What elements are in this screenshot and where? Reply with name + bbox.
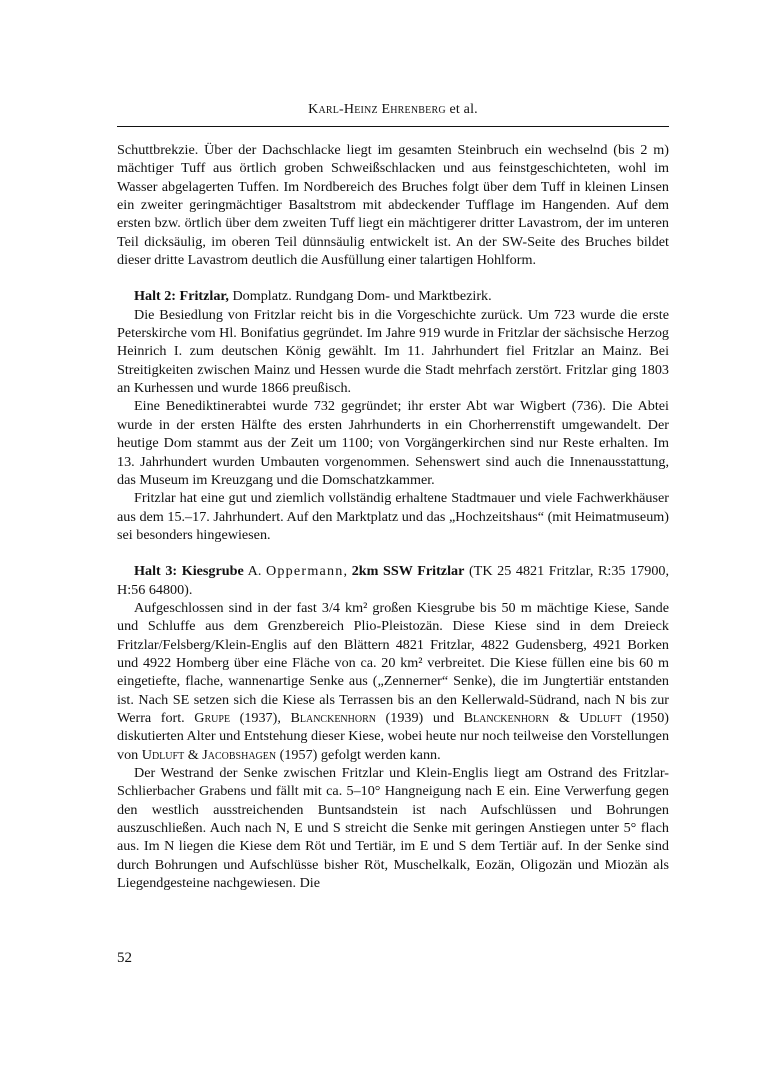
ref-blanckenhorn-2: Blanckenhorn bbox=[463, 709, 550, 726]
halt2-paragraph-3: Fritzlar hat eine gut und ziemlich vollständig erhaltene Stadtmauer und viele Fachwerkhäuser aus dem 15.–17. Jahrhundert. Auf den Marktplatz und das „Hochzeitshaus“ (mit Heimatmuseum) sei besonders hingewiesen. bbox=[117, 490, 669, 543]
halt2-paragraph-2: Eine Benediktinerabtei wurde 732 gegründet; ihr erster Abt war Wigbert (736). Die Abtei wurde in der ersten Hälfte des ersten Jahrhunderts in ein Chorherrenstift umgewandelt. Der heutige Dom stammt aus der Zeit um 1100; von Vorgängerkirchen sind nur Reste erhalten. Im 13. Jahrhundert wurden Umbauten vorgenommen. Sehenswert sind auch die Innenausstattung, das Museum im Kreuzgang und die Domschatzkammer. bbox=[117, 398, 669, 488]
ref-blanckenhorn-year: (1939) und bbox=[375, 709, 464, 726]
halt3-owner-prefix: A. bbox=[243, 563, 266, 580]
halt3-owner-name: Oppermann bbox=[265, 563, 344, 580]
ref-blanckenhorn: Blanckenhorn bbox=[290, 709, 376, 726]
halt3-map-reference: (TK 25 4821 Fritzlar, R:35 17900, H:56 64800). bbox=[117, 563, 669, 598]
ref-grupe: Grupe bbox=[194, 709, 231, 726]
ref-and: & bbox=[549, 709, 580, 726]
halt3-paragraph-1 bbox=[117, 599, 669, 764]
ref-final: (1957) gefolgt werden kann. bbox=[276, 746, 441, 763]
page-number: 52 bbox=[117, 950, 132, 966]
ref-and-2: & bbox=[184, 746, 203, 763]
ref-udluft: Udluft bbox=[579, 709, 622, 726]
halt3-paragraph-1-text: Aufgeschlossen sind in der fast 3/4 km² großen Kiesgrube bis 50 m mächtige Kiese, Sande und Schluffe aus dem Grenzbereich Plio-Pleistozän. Diese Kiese sind in dem Dreieck Fritzlar/Felsberg/Klein-Englis auf den Blättern 4821 Fritzlar, 4822 Gudensberg, 4921 Borken und 4922 Homberg über eine Fläche von ca. 20 km² verbreitet. Die Kiese füllen eine bis 60 m eingetiefte, flache, wannenartige Senke aus („Zennerner“ Senke), die im Jungtertiär entstanden ist. Nach SE setzen sich die Kiese als Terrassen bis an den Kellerwald-Südrand, nach N bis zur Werra fort. bbox=[117, 599, 669, 726]
intro-paragraph: Schuttbrekzie. Über der Dachschlacke liegt im gesamten Steinbruch ein wechselnd (bis 2 m) mächtiger Tuff aus örtlich groben Schweißschlacken und aus feinstgeschichteten, wohl im Wasser abgelagerten Tuffen. Im Nordbereich des Bruches folgt über dem Tuff in kleinen Linsen ein zweiter geringmächtiger Basaltstrom mit abdeckender Tufflage im Hangenden. Auf dem ersten bzw. örtlich über dem zweiten Tuff liegt ein mächtigerer dritter Lavastrom, der im unteren Teil dicksäulig, im oberen Teil dünnsäulig entwickelt ist. An der SW-Seite des Bruches bildet dieser dritte Lavastrom deutlich die Ausfüllung einer talartigen Hohlform. bbox=[117, 142, 669, 269]
ref-grupe-year: (1937), bbox=[230, 709, 291, 726]
header-rule bbox=[117, 126, 669, 127]
halt3-heading bbox=[117, 562, 669, 599]
ref-jacobshagen: Jacobshagen bbox=[202, 746, 277, 763]
ref-udluft-2: Udluft bbox=[141, 746, 185, 763]
halt3-distance: 2km SSW Fritzlar bbox=[351, 563, 465, 580]
page-content bbox=[117, 100, 669, 892]
halt3-paragraph-2: Der Westrand der Senke zwischen Fritzlar und Klein-Englis liegt am Ostrand des Fritzlar-Schlierbacher Grabens und fällt mit ca. 5–10° Hangneigung nach E ein. Eine Verwerfung gegen den westlich ausstreichenden Buntsandstein ist nach Aufschlüssen und Bohrungen auszuschließen. Auch nach N, E und S streicht die Senke mit geringen Anstiegen unter 5° flach aus. Im N liegen die Kiese dem Röt und Tertiär, im E und S dem Tertiär auf. In der Senke sind durch Bohrungen und Aufschlüsse bisher Röt, Muschelkalk, Eozän, Oligozän und Miozän als Liegendgesteine nachgewiesen. Die bbox=[117, 765, 669, 892]
halt2-paragraph-1: Die Besiedlung von Fritzlar reicht bis in die Vorgeschichte zurück. Um 723 wurde die erste Peterskirche vom Hl. Bonifatius gegründet. Im Jahre 919 wurde in Fritzlar der sächsische Herzog Heinrich I. zum deutschen König gewählt. Im 11. Jahrhundert fiel Fritzlar an Mainz. Bei Streitigkeiten zwischen Mainz und Hessen wurde die Stadt mehrfach zerstört. Fritzlar ging 1803 an Kurhessen und wurde 1866 preußisch. bbox=[117, 306, 669, 397]
running-head-author: Karl-Heinz Ehrenberg bbox=[308, 102, 446, 117]
halt3-distance-prefix: , bbox=[343, 563, 352, 580]
halt3-label: Halt 3: Kiesgrube bbox=[134, 563, 244, 580]
running-head bbox=[117, 100, 669, 120]
halt2-location: Domplatz. Rundgang Dom- und Marktbezirk. bbox=[228, 288, 492, 305]
halt2-label: Halt 2: Fritzlar, bbox=[134, 288, 229, 305]
running-head-suffix: et al. bbox=[445, 102, 478, 117]
halt2-heading bbox=[117, 287, 669, 305]
ref-udluft-text: (1950) diskutierten Alter und Entstehung dieser Kiese, wobei heute nur noch teilweise den Vorstellungen von bbox=[117, 709, 670, 763]
body-text bbox=[117, 141, 669, 892]
